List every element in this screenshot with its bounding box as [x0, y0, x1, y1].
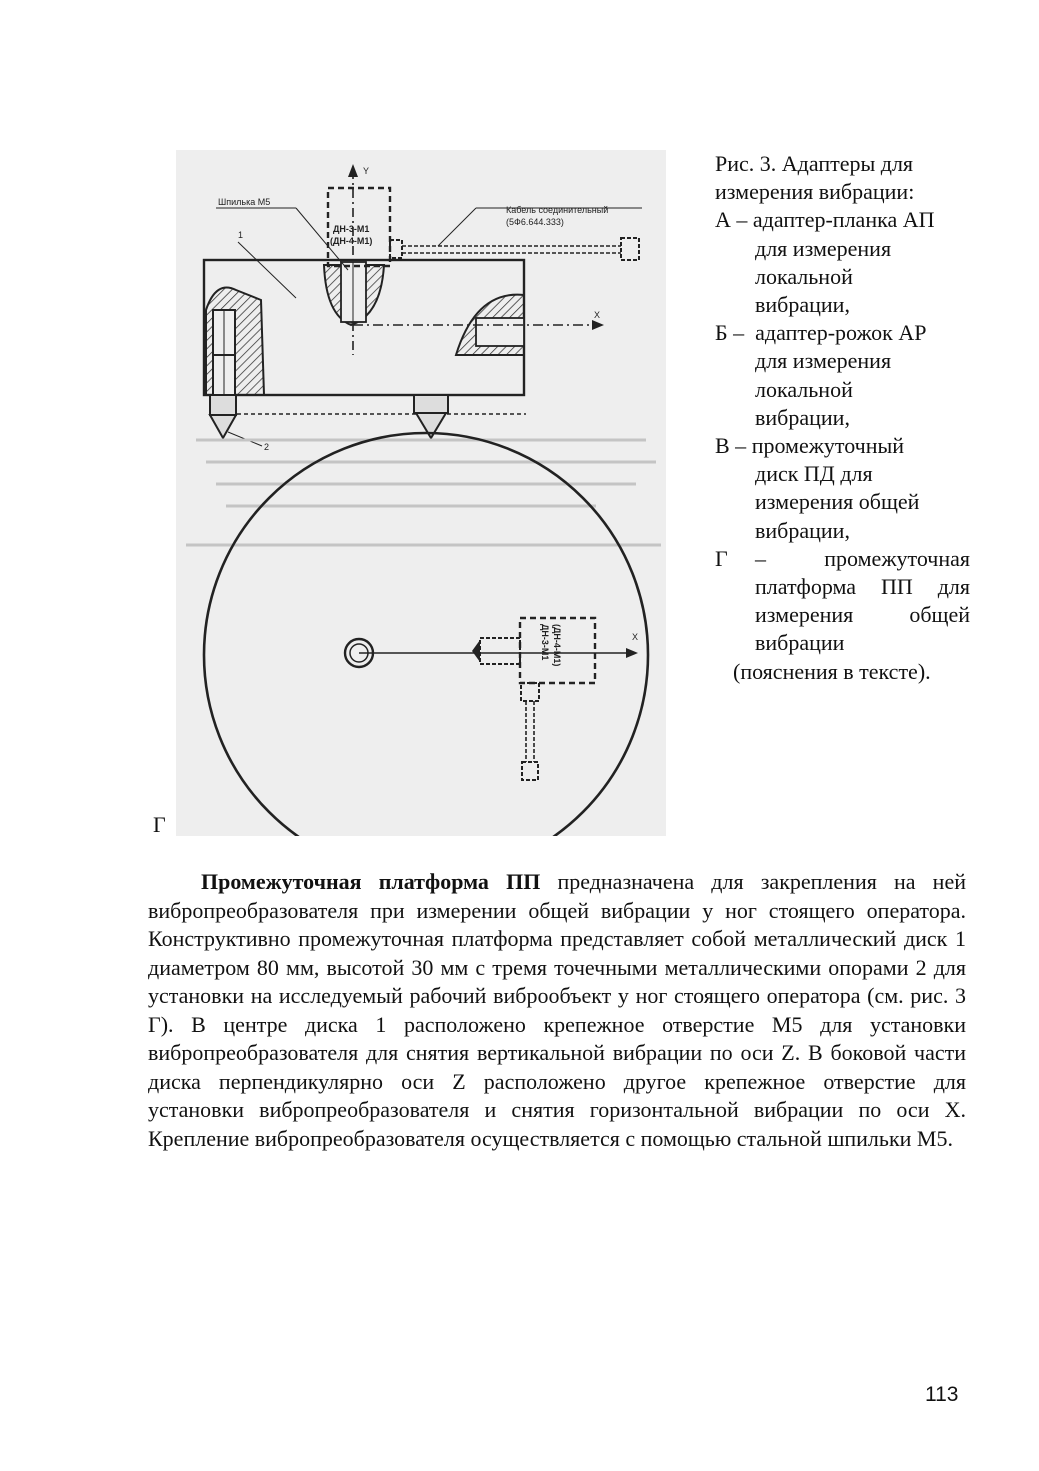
- side-thread-top-view: [480, 638, 520, 664]
- callout-1: 1: [238, 230, 244, 240]
- caption-item-a: [715, 206, 970, 319]
- caption-item-g-text: – промежуточная платформа ПП для измерения общей вибрации: [755, 545, 970, 656]
- figure-letter: Г: [153, 812, 166, 837]
- left-foot-tip: [210, 415, 236, 438]
- page-number: 113: [925, 1383, 959, 1406]
- figure-drawing: [176, 150, 666, 836]
- caption-item-b: [715, 319, 970, 432]
- x-axis-label-bottom: X: [632, 632, 639, 642]
- sensor-label-1: ДН-3-М1: [333, 224, 370, 234]
- caption-item-b-line-1: адаптер-рожок АР: [755, 320, 927, 346]
- caption-item-v-line-4: вибрации,: [755, 517, 850, 543]
- caption-item-v-key: В –: [715, 433, 747, 459]
- caption-item-v-line-1: промежуточный: [751, 433, 905, 459]
- paragraph-bold-term: Промежуточная платформа ПП: [201, 869, 541, 894]
- caption-item-b-line-3: локальной: [755, 376, 853, 402]
- cable-plug: [621, 238, 639, 260]
- caption-item-g-key: Г: [715, 545, 728, 571]
- caption-item-b-line-2: для измерения: [755, 348, 892, 374]
- caption-item-a-line-1: адаптер-планка АП: [752, 207, 935, 233]
- disc-outline: [204, 433, 648, 836]
- top-view: [204, 433, 648, 836]
- side-thread-tip: [472, 640, 480, 662]
- callout-2: 2: [264, 442, 270, 452]
- caption-item-v-line-2: диск ПД для: [755, 461, 873, 487]
- caption-item-b-line-4: вибрации,: [755, 404, 850, 430]
- caption-title-line-2: измерения вибрации:: [715, 179, 915, 205]
- cable-label-1: Кабель соединительный: [506, 205, 609, 215]
- sensor-label-top-1: ДН-3-М1: [540, 624, 550, 661]
- technical-drawing: [176, 150, 666, 836]
- paragraph-text: предназначена для закрепления на ней вибропреобразователя при измерении общей вибрации у ног стоящего оператора. Конструктивно промежуточная платформа представляет собой металлический диск 1 диаметром 80 мм, высотой 30 мм с тремя точечными металлическими опорами 2 для установки на исследуемый рабочий виброобъект у ног стоящего оператора (см. рис. 3 Г). В центре диска 1 расположено крепежное отверстие М5 для установки вибропреобразователя для снятия вертикальной вибрации по оси Z. В боковой части диска перпендикулярно оси Z расположено другое крепежное отверстие для установки вибропреобразователя и снятия горизонтальной вибрации по оси X. Крепление вибропреобразователя осуществляется с помощью стальной шпильки М5.: [148, 869, 966, 1151]
- stud-label: Шпилька М5: [218, 197, 271, 207]
- cable-plug-top: [522, 762, 538, 780]
- caption-item-v: [715, 432, 970, 545]
- cable-label-2: (5Ф6.644.333): [506, 217, 564, 227]
- bleed-through: [186, 440, 661, 545]
- x-axis-arrow-top: [592, 320, 604, 330]
- x-axis-arrow-bottom: [626, 648, 638, 658]
- caption-title-line-1: Рис. 3. Адаптеры для: [715, 151, 914, 176]
- sensor-label-2: (ДН-4-М1): [330, 236, 373, 246]
- y-axis-arrow: [348, 164, 358, 177]
- caption-item-a-line-4: вибрации,: [755, 292, 850, 318]
- body-paragraph: [148, 868, 966, 1153]
- cable-leader-diag: [438, 208, 476, 246]
- sensor-label-top-2: (ДН-4-М1): [552, 624, 562, 667]
- side-view: [204, 164, 642, 452]
- y-axis-label: Y: [363, 166, 370, 176]
- cable-connector: [390, 240, 402, 258]
- caption-note: (пояснения в тексте).: [733, 658, 931, 684]
- right-foot-head: [414, 395, 448, 413]
- right-thread: [476, 318, 524, 346]
- caption-item-v-line-3: измерения общей: [755, 489, 920, 515]
- caption-item-g: [715, 545, 970, 658]
- caption-item-a-line-2: для измерения: [755, 235, 892, 261]
- caption-item-a-line-3: локальной: [755, 263, 853, 289]
- x-axis-label-top: X: [594, 310, 601, 320]
- caption-item-a-key: А –: [715, 207, 748, 233]
- callout-1-leader: [238, 242, 296, 298]
- caption-item-b-key: Б –: [715, 320, 745, 346]
- left-foot-head: [210, 395, 236, 415]
- cable-connector-top: [521, 683, 539, 701]
- figure-caption: [715, 150, 970, 686]
